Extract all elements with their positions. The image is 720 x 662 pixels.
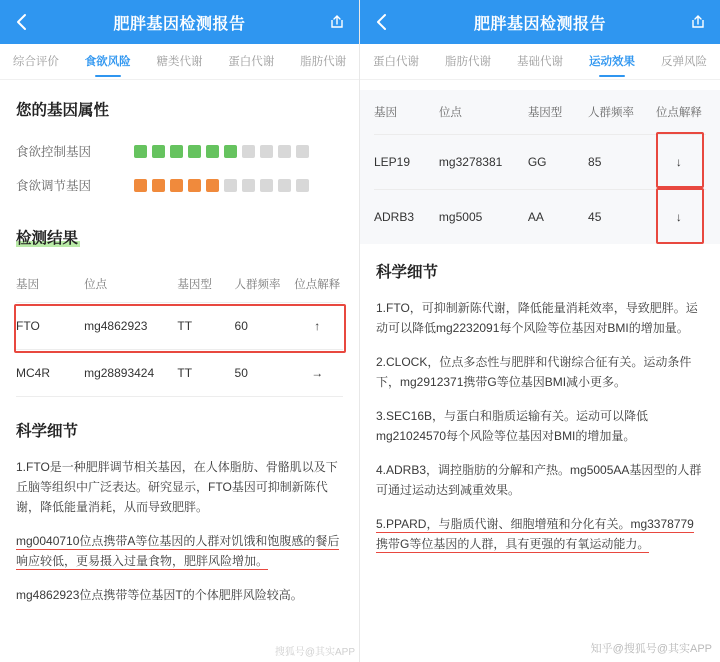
attribute-label: 食欲调节基因 — [16, 179, 92, 193]
cell-site: mg5005 — [439, 190, 528, 245]
level-block — [134, 145, 147, 158]
tab-comprehensive[interactable]: 综合评价 — [12, 55, 59, 68]
level-block — [278, 145, 291, 158]
back-icon[interactable] — [372, 12, 392, 32]
col-site: 位点 — [84, 266, 177, 303]
science-paragraph-3: mg4862923位点携带等位基因T的个体肥胖风险较高。 — [16, 588, 303, 602]
tab-protein-metabolism[interactable]: 蛋白代谢 — [228, 55, 275, 68]
table-row[interactable] — [374, 190, 706, 245]
arrow-down-icon: ↓ — [652, 135, 706, 190]
cell-genotype: GG — [528, 135, 588, 190]
science-title: 科学细节 — [16, 423, 79, 440]
attribute-row-appetite-regulation — [16, 168, 343, 202]
level-block — [170, 145, 183, 158]
tab-exercise-effect[interactable]: 运动效果 — [576, 44, 648, 80]
tab-protein-metabolism[interactable]: 蛋白代谢 — [373, 55, 419, 68]
table-row[interactable] — [16, 350, 343, 397]
level-block — [134, 179, 147, 192]
level-block — [296, 179, 309, 192]
cell-genotype: TT — [177, 350, 234, 397]
right-screen — [360, 0, 720, 662]
level-block — [188, 179, 201, 192]
cell-frequency: 45 — [588, 190, 652, 245]
science-paragraph-3: 3.SEC16B，与蛋白和脂质运输有关。运动可以降低mg21024570每个风险等位基因对BMI的增加量。 — [376, 409, 649, 443]
right-results-table-wrap — [360, 90, 720, 244]
science-paragraph-1: 1.FTO是一种肥胖调节相关基因，在人体脂肪、骨骼肌以及下丘脑等组织中广泛表达。研究显示，FTO基因可抑制新陈代谢，降低能量消耗，从而导致肥胖。 — [16, 460, 338, 514]
arrow-down-icon: ↓ — [652, 190, 706, 245]
science-paragraph-2: 2.CLOCK，位点多态性与肥胖和代谢综合征有关。运动条件下，mg2912371携带G等位基因BMI减小更多。 — [376, 355, 692, 389]
col-gene: 基因 — [374, 107, 397, 119]
level-block — [242, 179, 255, 192]
science-paragraph-4: 4.ADRB3，调控脂肪的分解和产热。mg5005AA基因型的人群可通过运动达到减重效果。 — [376, 463, 702, 497]
cell-frequency: 85 — [588, 135, 652, 190]
level-block — [260, 145, 273, 158]
right-watermark: 知乎@搜狐号@其实APP — [590, 643, 712, 655]
col-frequency: 人群频率 — [588, 107, 635, 119]
cell-frequency: 50 — [235, 350, 292, 397]
attribute-level-blocks-2 — [134, 179, 309, 192]
results-table — [16, 266, 343, 397]
level-block — [224, 179, 237, 192]
col-gene: 基因 — [16, 266, 84, 303]
right-content — [360, 244, 720, 554]
science-paragraph-5 — [376, 514, 704, 554]
left-app-header — [0, 0, 359, 44]
level-block — [242, 145, 255, 158]
table-row[interactable] — [16, 303, 343, 350]
cell-site: mg28893424 — [84, 350, 177, 397]
level-block — [188, 145, 201, 158]
right-results-table — [374, 90, 706, 244]
col-site: 位点 — [438, 107, 462, 119]
attribute-label: 食欲控制基因 — [16, 145, 92, 159]
results-table-wrap — [16, 266, 343, 397]
tab-fat-metabolism[interactable]: 脂肪代谢 — [300, 55, 347, 68]
cell-frequency: 60 — [235, 303, 292, 350]
tab-carb-metabolism[interactable]: 糖类代谢 — [156, 55, 203, 68]
table-header-row — [16, 266, 343, 303]
left-tab-bar[interactable] — [0, 44, 359, 80]
share-icon[interactable] — [688, 12, 708, 32]
level-block — [224, 145, 237, 158]
col-frequency: 人群频率 — [235, 266, 292, 303]
level-block — [152, 179, 165, 192]
share-icon[interactable] — [327, 12, 347, 32]
tab-appetite-risk[interactable]: 食欲风险 — [72, 44, 144, 80]
tab-fat-metabolism[interactable]: 脂肪代谢 — [445, 55, 491, 68]
table-header-row — [374, 90, 706, 135]
science-paragraph-2 — [16, 531, 343, 571]
col-genotype: 基因型 — [177, 266, 234, 303]
back-icon[interactable] — [12, 12, 32, 32]
cell-gene: LEP19 — [374, 135, 439, 190]
results-title: 检测结果 — [16, 226, 78, 248]
cell-gene: FTO — [16, 303, 84, 350]
underlined-text: mg0040710位点携带A等位基因的人群对饥饿和饱腹感的餐后响应较低，更易摄入过量食物，肥胖风险增加。 — [16, 534, 340, 568]
level-block — [278, 179, 291, 192]
cell-gene: ADRB3 — [374, 190, 439, 245]
page-title: 肥胖基因检测报告 — [113, 15, 246, 33]
right-tab-bar[interactable] — [360, 44, 720, 80]
left-content — [0, 80, 359, 605]
col-interpretation: 位点解释 — [292, 266, 343, 303]
gene-attributes-title: 您的基因属性 — [16, 102, 110, 119]
arrow-flat-icon: → — [292, 350, 343, 397]
attribute-level-blocks-1 — [134, 145, 309, 158]
level-block — [260, 179, 273, 192]
arrow-up-icon: ↑ — [292, 303, 343, 350]
level-block — [206, 179, 219, 192]
left-watermark: 搜狐号@其实APP — [274, 647, 355, 658]
cell-genotype: TT — [177, 303, 234, 350]
level-block — [296, 145, 309, 158]
underlined-text: 5.PPARD，与脂质代谢、细胞增殖和分化有关。mg3378779携带G等位基因的人群，具有更强的有氧运动能力。 — [376, 517, 694, 551]
right-app-header — [360, 0, 720, 44]
tab-rebound-risk[interactable]: 反弹风险 — [661, 55, 707, 68]
level-block — [152, 145, 165, 158]
cell-site: mg3278381 — [439, 135, 528, 190]
science-paragraph-1: 1.FTO，可抑制新陈代谢，降低能量消耗效率，导致肥胖。运动可以降低mg2232091每个风险等位基因对BMI的增加量。 — [376, 301, 698, 335]
science-title: 科学细节 — [376, 264, 439, 281]
tab-basal-metabolism[interactable]: 基础代谢 — [517, 55, 563, 68]
level-block — [206, 145, 219, 158]
cell-genotype: AA — [528, 190, 588, 245]
page-title: 肥胖基因检测报告 — [473, 15, 606, 33]
cell-site: mg4862923 — [84, 303, 177, 350]
level-block — [170, 179, 183, 192]
cell-gene: MC4R — [16, 350, 84, 397]
attribute-row-appetite-control — [16, 134, 343, 168]
table-row[interactable] — [374, 135, 706, 190]
col-interpretation: 位点解释 — [655, 107, 702, 119]
col-genotype: 基因型 — [527, 107, 563, 119]
